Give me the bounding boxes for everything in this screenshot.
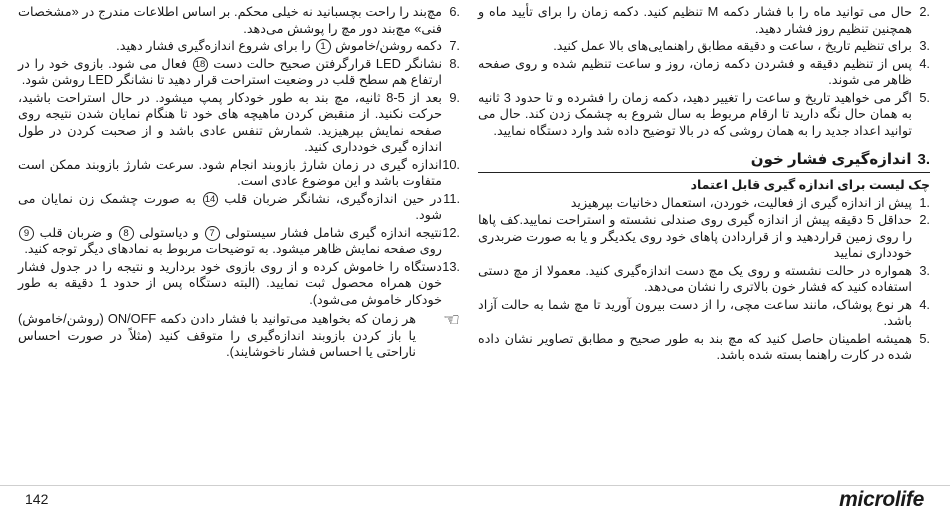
callout-number-icon: 7: [205, 226, 220, 241]
section-title: اندازه‌گیری فشار خون: [750, 151, 912, 168]
list-item: 10. اندازه گیری در زمان شارژ بازوبند انجام شود. سرعت شارژ بازوبند ممکن است متفاوت باشد و این موضوع عادی است.: [18, 156, 460, 188]
callout-number-icon: 18: [193, 57, 208, 72]
list-item: 13. دستگاه را خاموش کرده و از روی بازوی خود بردارید و نتیجه را در جدول فشار خون همراه محصول ثبت نمایید. (البته دستگاه پس از حدود 1 دقیقه به طور خودکار خاموش می‌شود).: [18, 258, 460, 307]
list-item: 2. حال می توانید ماه را با فشار دکمه M تنظیم کنید. دکمه زمان را برای تأیید ماه و همچنین تنظیم روز فشار دهید.: [478, 4, 930, 36]
section-number: 3.: [917, 151, 930, 168]
list-item: 12. نتیجه اندازه گیری شامل فشار سیستولی 7 و دیاستولی 8 و ضربان قلب 9 روی صفحه نمایش ظاهر میشود. به توضیحات مربوط به نمادهای دیگر توجه کنید.: [18, 225, 460, 258]
list-item: 5. همیشه اطمینان حاصل کنید که مچ بند به طور صحیح و مطابق تصاویر نشان داده شده در کارت راهنما بسته شده باشد.: [478, 330, 930, 362]
setup-steps-list: [478, 4, 930, 139]
list-item: 11. در حین اندازه‌گیری، نشانگر ضربان قلب 14 به صورت چشمک زن نمایان می شود.: [18, 190, 460, 222]
callout-number-icon: 1: [316, 39, 331, 54]
pointing-hand-icon: ☜: [442, 309, 460, 331]
checklist-title: چک لیست برای اندازه گیری قابل اعتماد: [690, 178, 930, 192]
callout-number-icon: 14: [203, 192, 218, 207]
page-number: 142: [25, 491, 49, 507]
brand-logo: microlife: [839, 488, 924, 511]
footer-divider: [0, 485, 950, 486]
left-column: [18, 4, 460, 361]
list-item: 7. دکمه روشن/خاموش 1 را برای شروع اندازه‌گیری فشار دهید.: [116, 38, 460, 53]
list-item: 6. مچ‌بند را راحت بچسبانید نه خیلی محکم. بر اساس اطلاعات مندرج در «مشخصات فنی» مچ‌بند دور مچ را پوشش می‌دهد.: [18, 4, 460, 36]
list-item: 5. اگر می خواهید تاریخ و ساعت را تغییر دهید، دکمه زمان را فشرده و تا حدود 3 ثانیه به همان حال نگه دارید تا ارقام مربوط به سال شروع به چشمک زدن کند. حال می توانید اعداد جدید را به همان روشی که در بالا توضیح داده شد وارد دستگاه نمایید.: [478, 89, 930, 138]
note: [18, 311, 460, 361]
note-text: هر زمان که بخواهید می‌توانید با فشار دادن دکمه ON/OFF (روشن/خاموش) یا باز کردن بازوبند اندازه‌گیری را متوقف کنید (مثلاً در صورت احساس ناراحتی یا احساس فشار ناخوشایند).: [18, 311, 417, 359]
checklist: [478, 195, 930, 364]
list-item: 2. حداقل 5 دقیقه پیش از اندازه گیری روی صندلی نشسته و استراحت نمایید.کف پاها را روی زمین قراردهید و از قراردادن پاهای خود روی یکدیگر و یا به صورت ضربدری خودداری نمایید: [478, 212, 930, 260]
list-item: 4. هر نوع پوشاک، مانند ساعت مچی، را از دست بیرون آورید تا مچ شما به حالت آزاد باشد.: [478, 296, 930, 328]
right-column: [478, 4, 930, 365]
list-item: 3. همواره در حالت نشسته و روی یک مچ دست اندازه‌گیری کنید. معمولا از مچ دستی استفاده کنید که فشار خون بالاتری را نشان می‌دهد.: [478, 262, 930, 294]
section-heading: [478, 148, 930, 173]
list-item: 4. پس از تنظیم دقیقه و فشردن دکمه زمان، روز و ساعت تنظیم شده و روی صفحه ظاهر می شوند.: [478, 55, 930, 87]
list-item: 3. برای تنظیم تاریخ ، ساعت و دقیقه مطابق راهنمایی‌های بالا عمل کنید.: [553, 38, 930, 53]
measurement-steps-list: [18, 4, 460, 308]
callout-number-icon: 9: [19, 226, 34, 241]
callout-number-icon: 8: [119, 226, 134, 241]
list-item: 1. پیش از اندازه گیری از فعالیت، خوردن، استعمال دخانیات بپرهیزید: [570, 194, 930, 210]
list-item: 8. نشانگر LED قرارگرفتن صحیح حالت دست 18 فعال می شود. بازوی خود را در ارتفاع هم سطح قلب در وضعیت استراحت قرار دهید تا نشانگر LED روشن شود.: [18, 55, 460, 87]
list-item: 9. بعد از 5-8 ثانیه، مچ بند به طور خودکار پمپ میشود. در حال استراحت باشید، حرکت نکنید. از منقبض کردن ماهیچه های خود تا هنگام نمایان شدن نتیجه روی صفحه نمایش بپرهیزید. شمارش تنفس عادی باشد و از صحبت کردن در طول اندازه گیری خودداری کنید.: [18, 89, 460, 154]
